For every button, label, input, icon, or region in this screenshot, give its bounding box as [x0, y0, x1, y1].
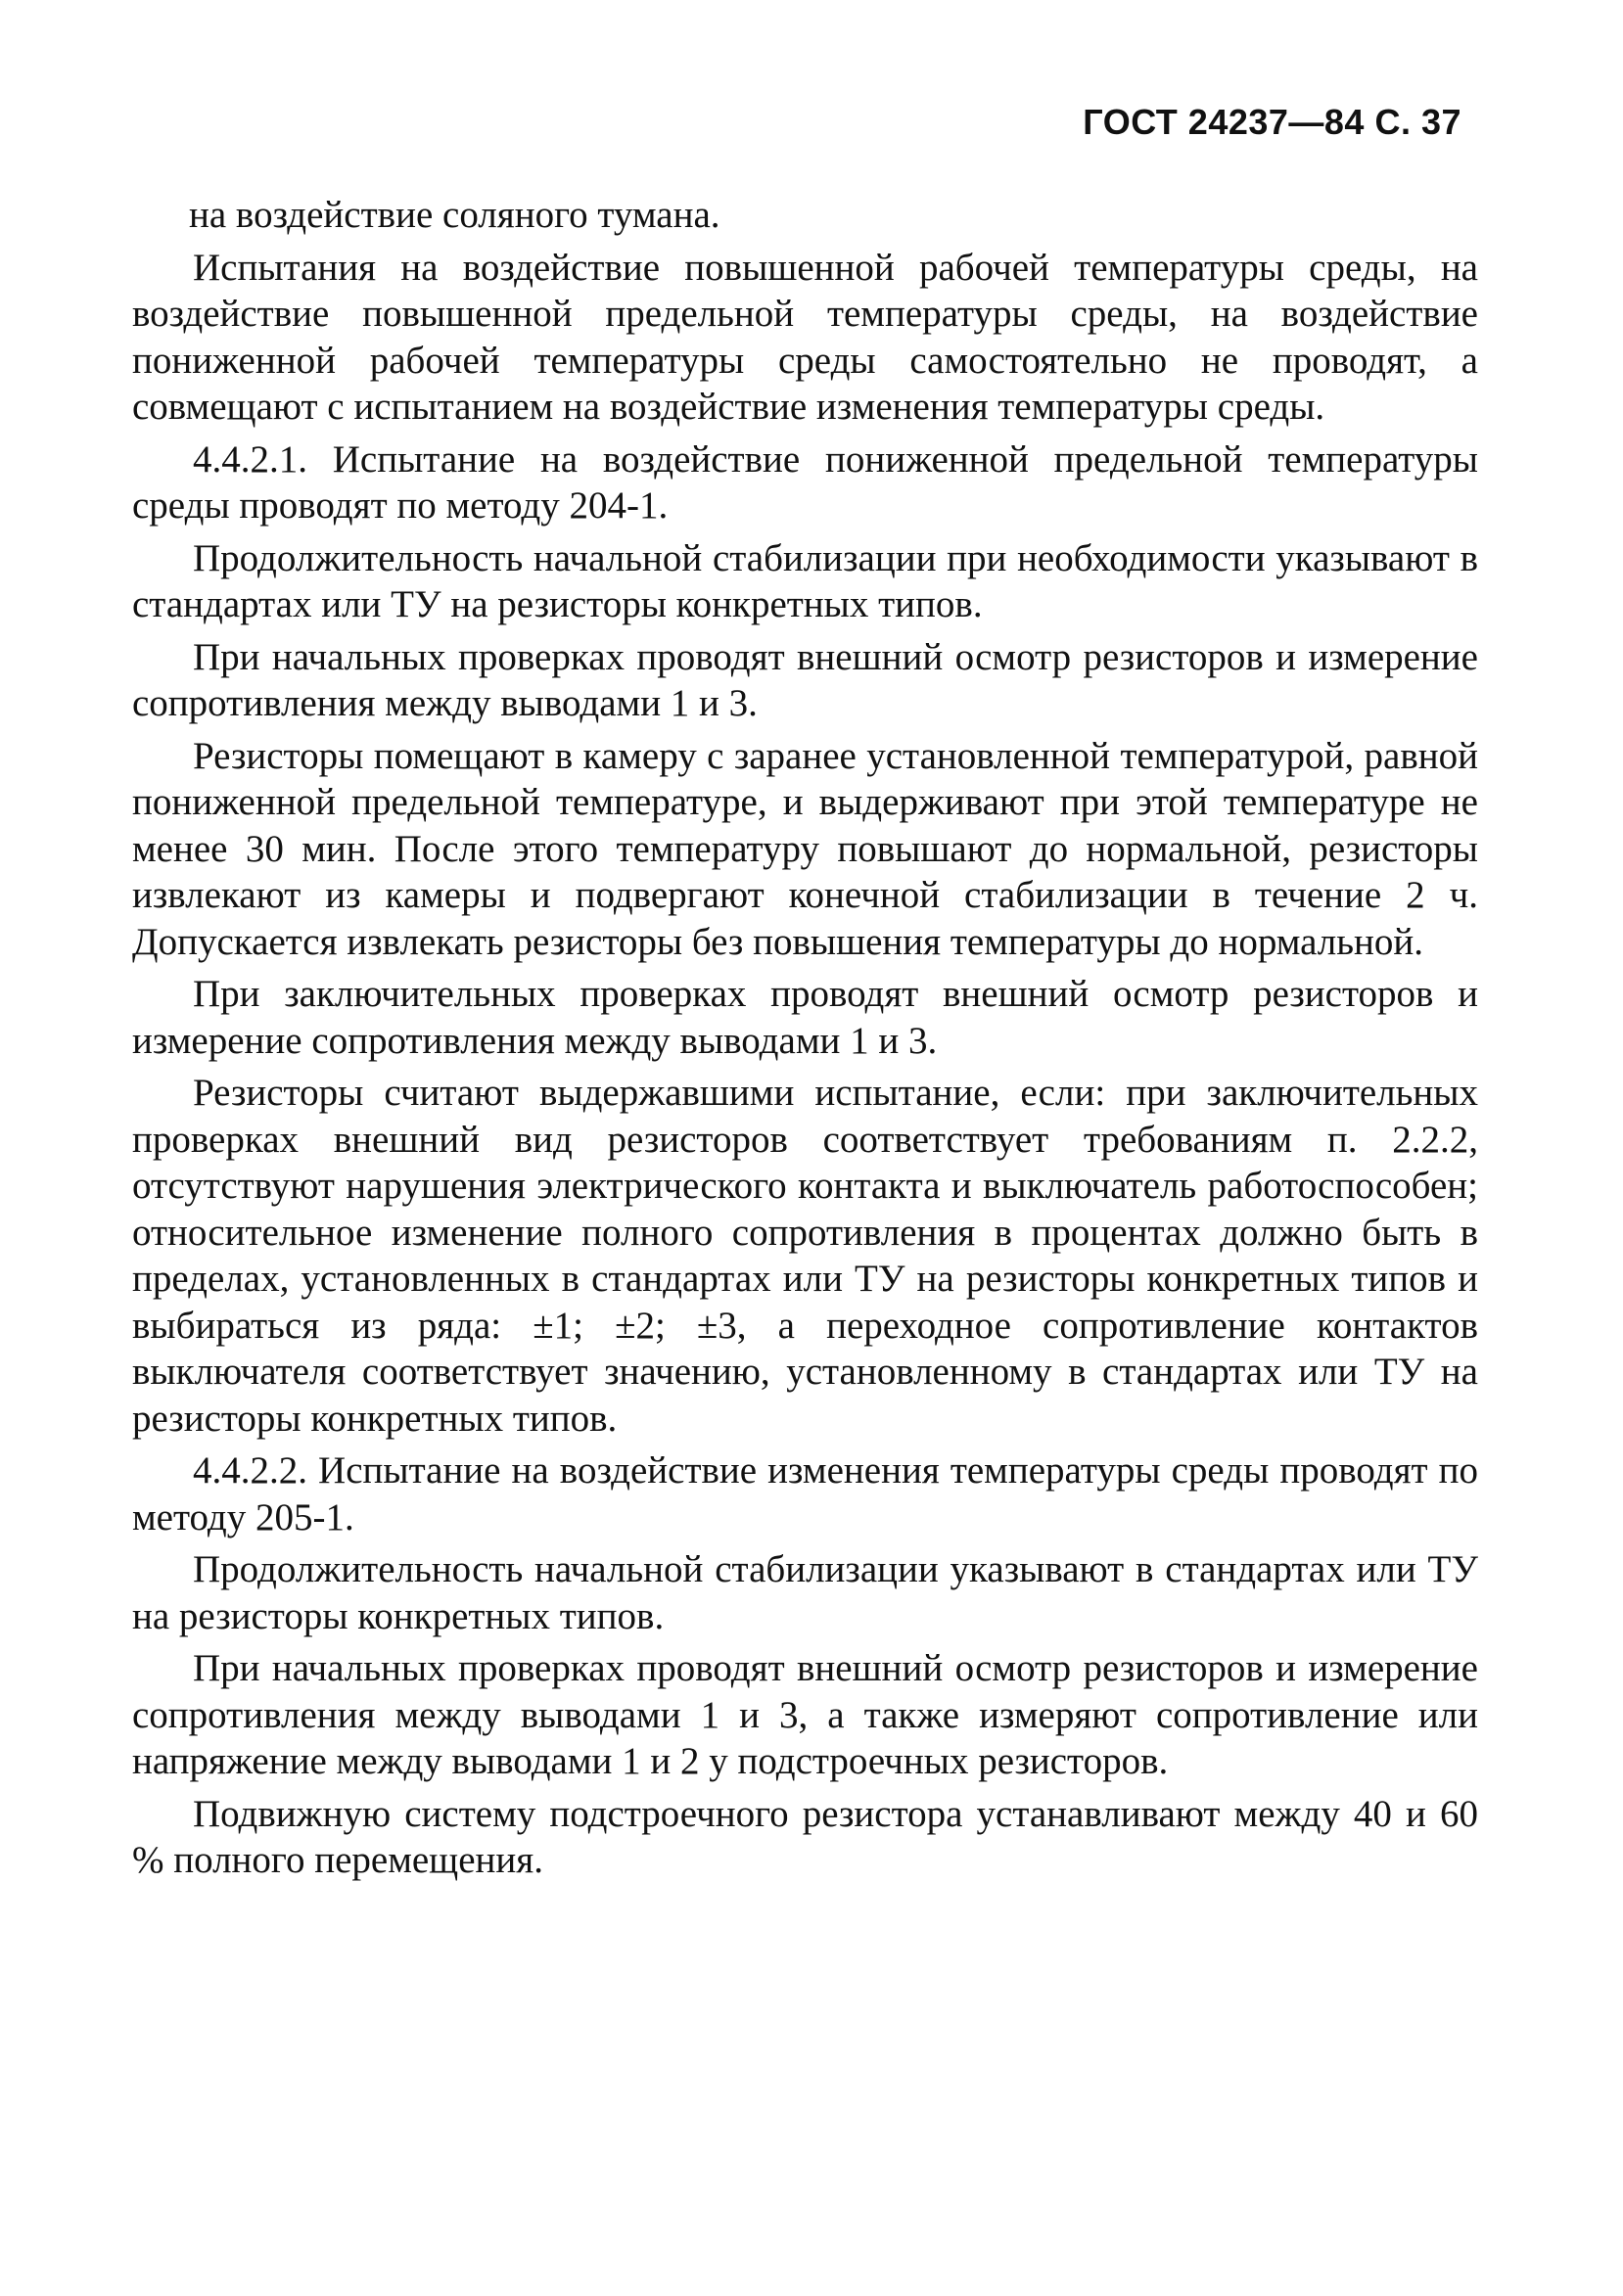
- paragraph-4: Продолжительность начальной стабилизации при необходимости указывают в стандартах или ТУ на резисторы конкретных типов.: [132, 536, 1478, 625]
- paragraph-10: Продолжительность начальной стабилизации указывают в стандартах или ТУ на резисторы конкретных типов.: [132, 1548, 1478, 1637]
- page-header: ГОСТ 24237—84 С. 37: [1083, 102, 1461, 142]
- paragraph-5: При начальных проверках проводят внешний осмотр резисторов и измерение сопротивления между выводами 1 и 3.: [132, 635, 1478, 724]
- paragraph-12: Подвижную систему подстроечного резистора устанавливают между 40 и 60 % полного перемещения.: [132, 1792, 1478, 1881]
- paragraph-9: 4.4.2.2. Испытание на воздействие изменения температуры среды проводят по методу 205-1.: [132, 1449, 1478, 1538]
- paragraph-7: При заключительных проверках проводят внешний осмотр резисторов и измерение сопротивления между выводами 1 и 3.: [132, 973, 1478, 1062]
- body-text: [132, 192, 1478, 1890]
- paragraph-11: При начальных проверках проводят внешний осмотр резисторов и измерение сопротивления между выводами 1 и 3, а также измеряют сопротивление или напряжение между выводами 1 и 2 у подстроечных резисторов.: [132, 1647, 1478, 1782]
- paragraph-3: 4.4.2.1. Испытание на воздействие пониженной предельной температуры среды проводят по методу 204-1.: [132, 437, 1478, 527]
- paragraph-6: Резисторы помещают в камеру с заранее установленной температурой, равной пониженной предельной температуре, и выдерживают при этой температуре не менее 30 мин. После этого температуру повышают до нормальной, резисторы извлекают из камеры и подвергают конечной стабилизации в течение 2 ч. Допускается извлекать резисторы без повышения температуры до нормальной.: [132, 734, 1478, 963]
- paragraph-2: Испытания на воздействие повышенной рабочей температуры среды, на воздействие повышенной предельной температуры среды, на воздействие пониженной рабочей температуры среды самостоятельно не проводят, а совмещают с испытанием на воздействие изменения температуры среды.: [132, 246, 1478, 428]
- paragraph-8: Резисторы считают выдержавшими испытание, если: при заключительных проверках внешний вид резисторов соответствует требованиям п. 2.2.2, отсутствуют нарушения электрического контакта и выключатель работоспособен; относительное изменение полного сопротивления в процентах должно быть в пределах, установленных в стандартах или ТУ на резисторы конкретных типов и выбираться из ряда: ±1; ±2; ±3, а переходное сопротивление контактов выключателя соответствует значению, установленному в стандартах или ТУ на резисторы конкретных типов.: [132, 1072, 1478, 1440]
- paragraph-1: на воздействие соляного тумана.: [189, 194, 720, 236]
